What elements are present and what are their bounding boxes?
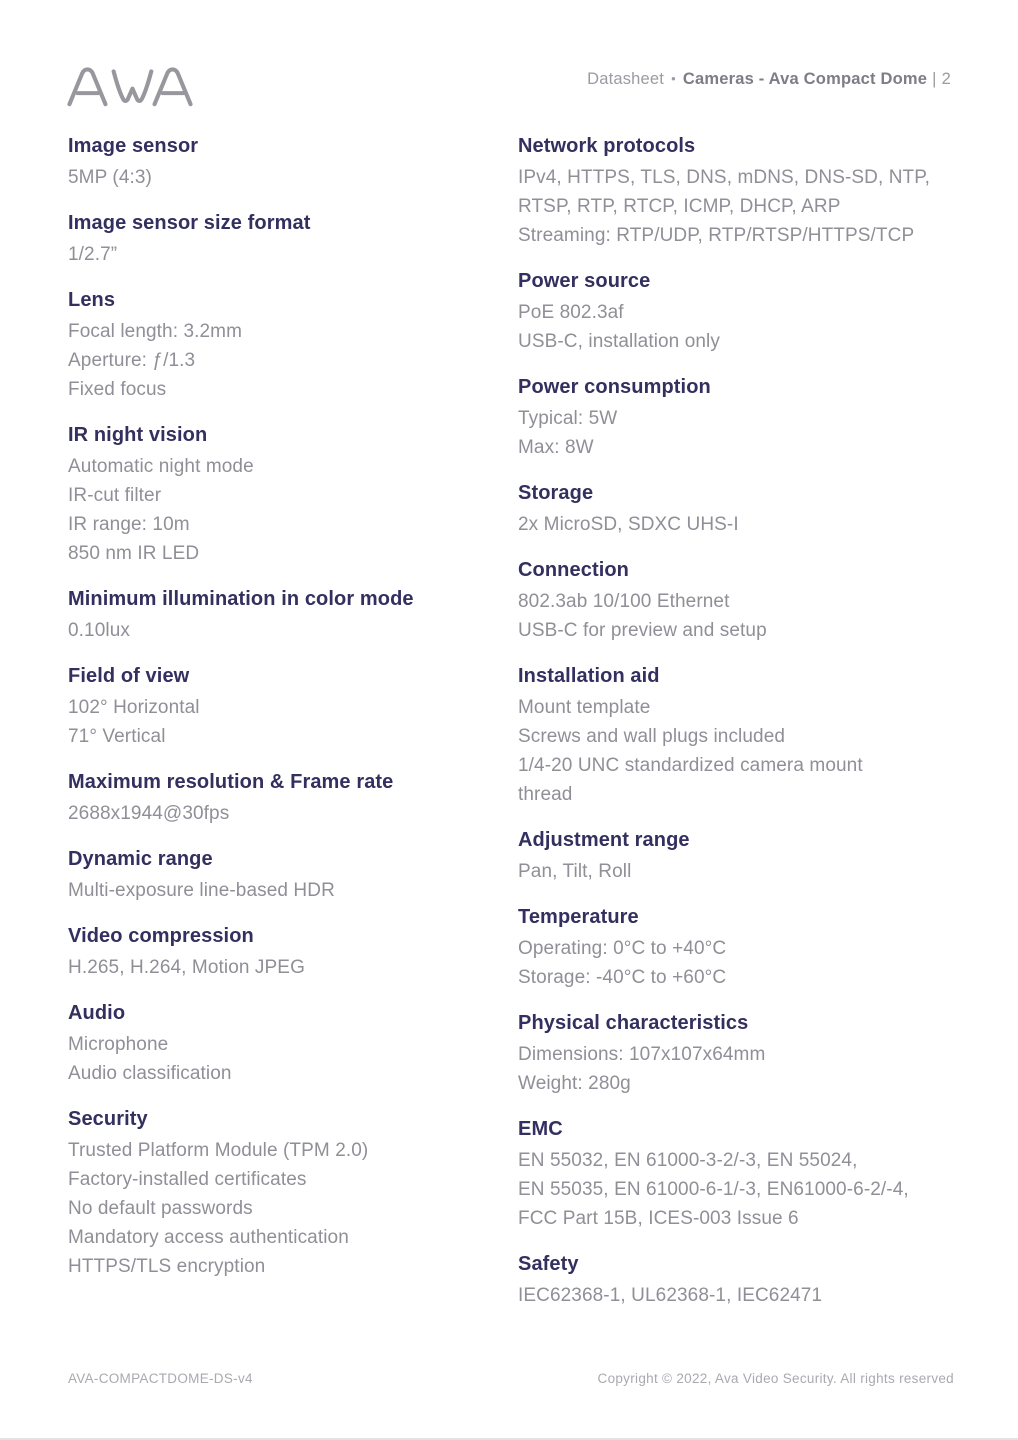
spec-line: Typical: 5W (518, 408, 618, 429)
spec-line: 2x MicroSD, SDXC UHS-I (518, 514, 739, 535)
logo-letter-v (114, 71, 152, 100)
spec-line: Weight: 280g (518, 1073, 631, 1094)
spec-line: No default passwords (68, 1198, 253, 1219)
spec-line: FCC Part 15B, ICES-003 Issue 6 (518, 1208, 799, 1229)
spec-heading: Security (68, 1108, 148, 1130)
spec-section (68, 924, 480, 982)
spec-line: 1/4-20 UNC standardized camera mount (518, 755, 863, 776)
spec-section (68, 288, 480, 404)
spec-line: EN 55035, EN 61000-6-1/-3, EN61000-6-2/-4, (518, 1179, 909, 1200)
spec-line: Aperture: ƒ/1.3 (68, 350, 196, 371)
spec-section (518, 1252, 958, 1310)
spec-section (68, 847, 480, 905)
spec-line: Microphone (68, 1034, 169, 1055)
spec-section (518, 905, 958, 992)
spec-line: IR-cut filter (68, 485, 162, 506)
spec-heading: EMC (518, 1118, 563, 1140)
spec-line: 0.10lux (68, 620, 130, 641)
copyright-notice: Copyright © 2022, Ava Video Security. All rights reserved (597, 1371, 954, 1386)
spec-section (68, 423, 480, 568)
spec-section (518, 1117, 958, 1233)
spec-section (518, 481, 958, 539)
spec-section (518, 269, 958, 356)
spec-line: Focal length: 3.2mm (68, 321, 243, 342)
spec-line: 802.3ab 10/100 Ethernet (518, 591, 730, 612)
header-meta (587, 68, 951, 90)
spec-heading: Adjustment range (518, 829, 690, 851)
spec-line: Storage: -40°C to +60°C (518, 967, 727, 988)
spec-line: USB-C for preview and setup (518, 620, 767, 641)
spec-line: Audio classification (68, 1063, 232, 1084)
spec-heading: Physical characteristics (518, 1012, 749, 1034)
spec-line: Mount template (518, 697, 651, 718)
spec-line: RTSP, RTP, RTCP, ICMP, DHCP, ARP (518, 196, 841, 217)
spec-line: Factory-installed certificates (68, 1169, 307, 1190)
spec-line: IEC62368-1, UL62368-1, IEC62471 (518, 1285, 823, 1306)
spec-heading: Power consumption (518, 376, 711, 398)
spec-line: IPv4, HTTPS, TLS, DNS, mDNS, DNS-SD, NTP, (518, 167, 930, 188)
doc-title: Cameras - Ava Compact Dome (682, 70, 928, 88)
logo-letter-a2 (155, 69, 191, 104)
spec-line: Multi-exposure line-based HDR (68, 880, 335, 901)
spec-heading: Maximum resolution & Frame rate (68, 771, 394, 793)
spec-heading: Image sensor (68, 135, 199, 157)
spec-section (68, 664, 480, 751)
ava-logo (67, 62, 193, 112)
right-column (518, 134, 958, 1329)
doc-type-label: Datasheet (587, 70, 665, 88)
spec-line: 102° Horizontal (68, 697, 200, 718)
spec-heading: Temperature (518, 906, 639, 928)
spec-line: Trusted Platform Module (TPM 2.0) (68, 1140, 369, 1161)
spec-line: 1/2.7” (68, 244, 118, 265)
spec-line: Dimensions: 107x107x64mm (518, 1044, 766, 1065)
spec-line: PoE 802.3af (518, 302, 624, 323)
document-id: AVA-COMPACTDOME-DS-v4 (68, 1371, 253, 1386)
spec-heading: Field of view (68, 665, 190, 687)
page-separator: | (932, 70, 937, 88)
spec-heading: Image sensor size format (68, 212, 311, 234)
spec-line: Screws and wall plugs included (518, 726, 786, 747)
spec-line: Streaming: RTP/UDP, RTP/RTSP/HTTPS/TCP (518, 225, 915, 246)
bullet-separator: • (671, 71, 676, 86)
spec-section (68, 770, 480, 828)
spec-section (518, 828, 958, 886)
spec-line: Operating: 0°C to +40°C (518, 938, 727, 959)
spec-line: EN 55032, EN 61000-3-2/-3, EN 55024, (518, 1150, 858, 1171)
spec-line: HTTPS/TLS encryption (68, 1256, 266, 1277)
spec-heading: Minimum illumination in color mode (68, 588, 414, 610)
spec-section (68, 211, 480, 269)
spec-line: Max: 8W (518, 437, 594, 458)
page-footer (68, 1371, 954, 1386)
spec-line: Automatic night mode (68, 456, 254, 477)
spec-heading: Connection (518, 559, 629, 581)
spec-columns (68, 134, 958, 1329)
left-column (68, 134, 480, 1329)
spec-line: 2688x1944@30fps (68, 803, 230, 824)
spec-heading: Safety (518, 1253, 579, 1275)
spec-section (518, 375, 958, 462)
spec-line: 5MP (4:3) (68, 167, 152, 188)
spec-section (518, 1011, 958, 1098)
spec-line: IR range: 10m (68, 514, 190, 535)
spec-heading: Power source (518, 270, 651, 292)
spec-line: Mandatory access authentication (68, 1227, 349, 1248)
spec-line: H.265, H.264, Motion JPEG (68, 957, 305, 978)
spec-section (68, 1107, 480, 1281)
spec-section (518, 558, 958, 645)
spec-heading: Video compression (68, 925, 254, 947)
spec-section (68, 587, 480, 645)
spec-heading: Network protocols (518, 135, 696, 157)
spec-section (518, 134, 958, 250)
spec-heading: Dynamic range (68, 848, 213, 870)
logo-letter-a1 (69, 69, 105, 104)
spec-line: USB-C, installation only (518, 331, 720, 352)
spec-section (68, 134, 480, 192)
spec-line: Pan, Tilt, Roll (518, 861, 632, 882)
spec-section (68, 1001, 480, 1088)
spec-line: thread (518, 784, 573, 805)
spec-heading: Audio (68, 1002, 126, 1024)
spec-line: Fixed focus (68, 379, 167, 400)
spec-heading: Lens (68, 289, 116, 311)
spec-heading: Installation aid (518, 665, 660, 687)
page-number: 2 (941, 70, 951, 88)
spec-section (518, 664, 958, 809)
spec-heading: IR night vision (68, 424, 208, 446)
spec-line: 71° Vertical (68, 726, 166, 747)
spec-heading: Storage (518, 482, 594, 504)
spec-line: 850 nm IR LED (68, 543, 200, 564)
